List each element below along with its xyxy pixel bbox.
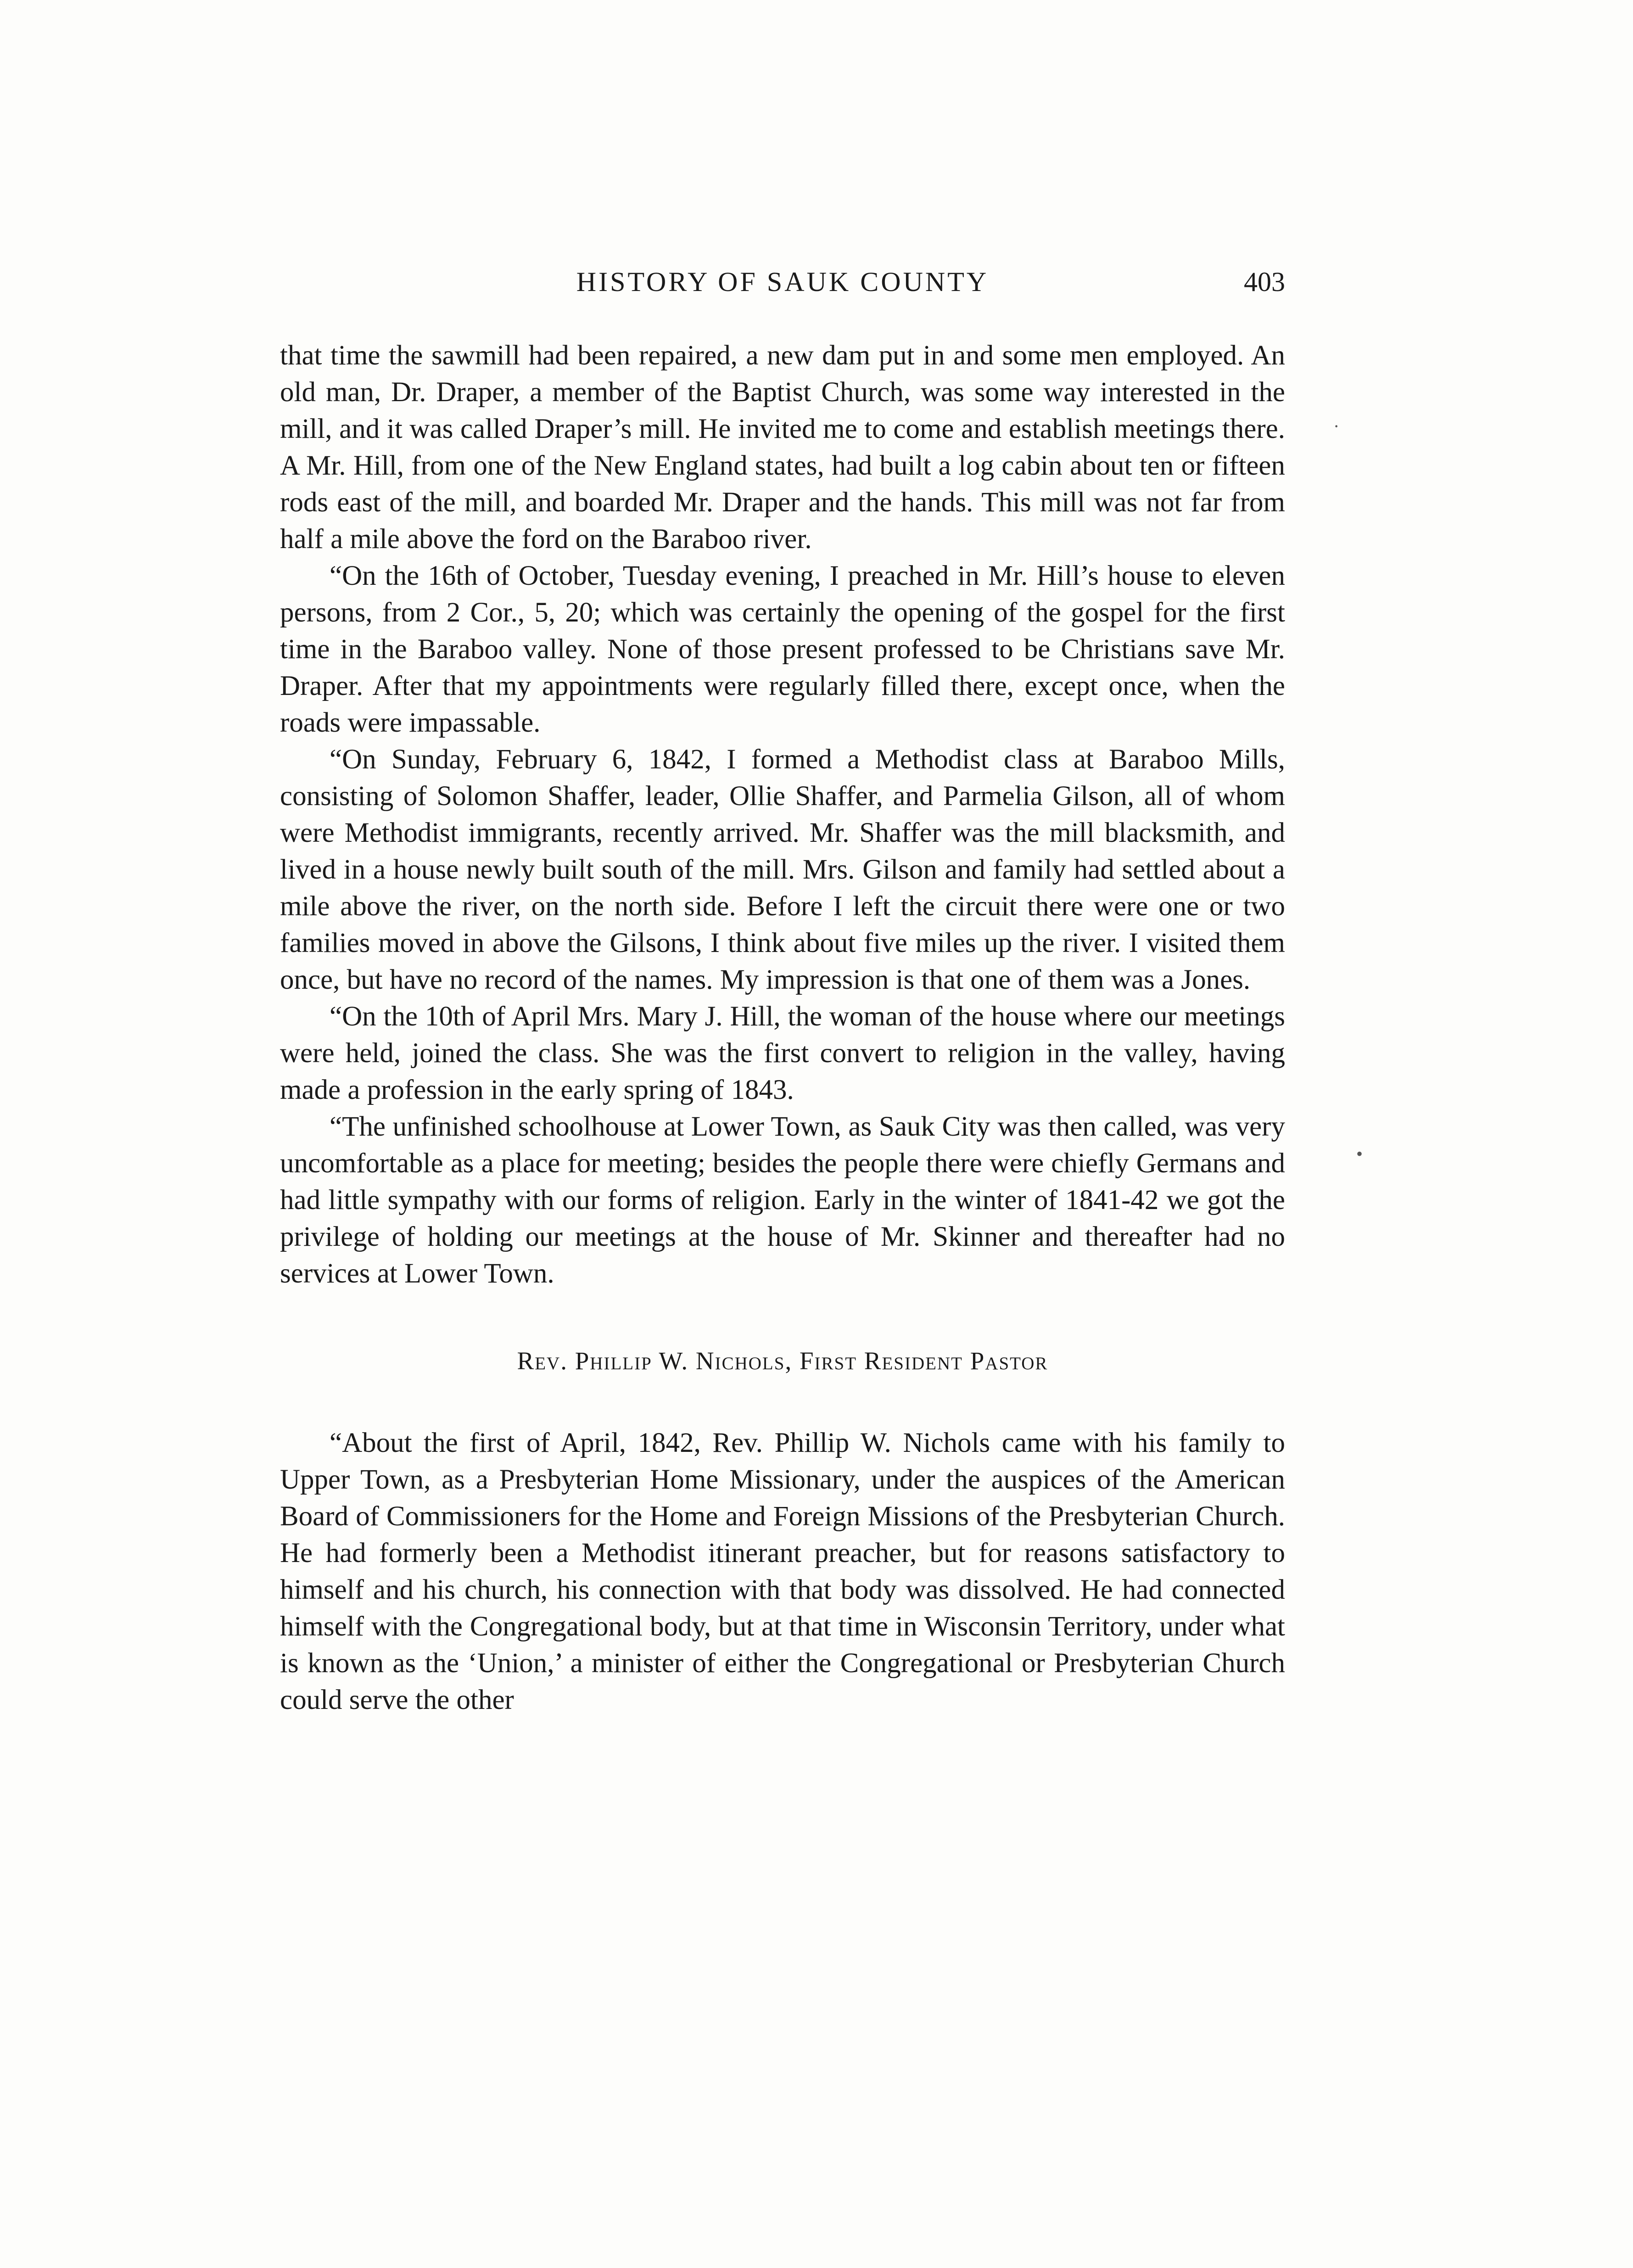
body-text <box>280 337 1285 1719</box>
page-header <box>280 266 1285 308</box>
margin-dot: • <box>1356 1143 1363 1164</box>
paragraph-october-sermon: “On the 16th of October, Tuesday evening, I preached in Mr. Hill’s house to eleven persons, from 2 Cor., 5, 20; which was certainly the opening of the gospel for the first time in the Baraboo valley. None of those present professed to be Christians save Mr. Draper. After that my appointments were regularly filled there, except once, when the roads were impassable. <box>280 560 1285 738</box>
page-number: 403 <box>1244 267 1285 297</box>
paragraph-mary-hill: “On the 10th of April Mrs. Mary J. Hill, the woman of the house where our meetings were held, joined the class. She was the first convert to religion in the valley, having made a profession in the early spring of 1843. <box>280 1001 1285 1105</box>
paragraph-lower-town: “The unfinished schoolhouse at Lower Town, as Sauk City was then called, was very uncomfortable as a place for meeting; besides the people there were chiefly Germans and had little sympathy with our forms of religion. Early in the winter of 1841-42 we got the privilege of holding our meetings at the house of Mr. Skinner and thereafter had no services at Lower Town. <box>280 1111 1285 1289</box>
paragraph-nichols: “About the first of April, 1842, Rev. Phillip W. Nichols came with his family to Upper Town, as a Presbyterian Home Missionary, under the auspices of the American Board of Commissioners for the Home and Foreign Missions of the Presbyterian Church. He had formerly been a Methodist itinerant preacher, but for reasons satisfactory to himself and his church, his connection with that body was dissolved. He had connected himself with the Congregational body, but at that time in Wisconsin Territory, under what is known as the ‘Union,’ a minister of either the Congregational or Presbyterian Church could serve the other <box>280 1428 1285 1715</box>
running-title: HISTORY OF SAUK COUNTY <box>576 267 989 297</box>
paragraph-continued: that time the sawmill had been repaired, a new dam put in and some men employed. An old man, Dr. Draper, a member of the Baptist Church, was some way interested in the mill, and it was called Draper’s mill. He invited me to come and establish meetings there. A Mr. Hill, from one of the New England states, had built a log cabin about ten or fifteen rods east of the mill, and boarded Mr. Draper and the hands. This mill was not far from half a mile above the ford on the Baraboo river. <box>280 340 1285 554</box>
paragraph-methodist-class: “On Sunday, February 6, 1842, I formed a Methodist class at Baraboo Mills, consisting of Solomon Shaffer, leader, Ollie Shaffer, and Parmelia Gilson, all of whom were Methodist immigrants, recently arrived. Mr. Shaffer was the mill blacksmith, and lived in a house newly built south of the mill. Mrs. Gilson and family had settled about a mile above the river, on the north side. Before I left the circuit there were one or two families moved in above the Gilsons, I think about five miles up the river. I visited them once, but have no record of the names. My impression is that one of them was a Jones. <box>280 744 1285 995</box>
section-heading: Rev. Phillip W. Nichols, First Resident Pastor <box>517 1347 1048 1375</box>
margin-mark: · <box>1333 416 1340 437</box>
